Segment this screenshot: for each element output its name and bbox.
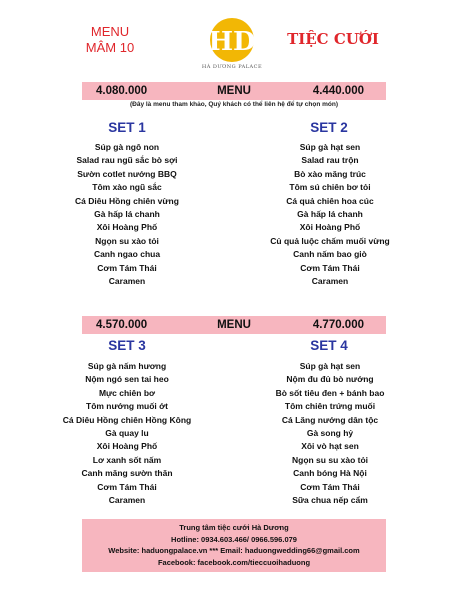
tray-size-label: MÂM 10 [85,40,135,55]
dish-item: Súp gà ngô non [94,142,160,152]
dish-item: Sữa chua nếp cẩm [292,495,368,506]
dish-item: Canh măng sườn thăn [81,468,173,479]
set-1-dish-list [42,141,212,288]
menu-label: MENU [90,24,130,39]
facebook-link: Facebook: facebook.com/tieccuoihaduong [157,557,311,567]
dish-item: Cơm Tám Thái [300,481,360,492]
dish-item: Canh ngao chua [93,249,161,260]
dish-item: Sườn cotlet nướng BBQ [77,168,177,179]
dish-item: Cá Diêu Hồng chiên Hồng Kông [62,414,192,425]
dish-item: Cơm Tám Thái [97,481,157,492]
contact-footer [82,519,386,572]
dish-item: Gà hấp lá chanh [94,209,160,220]
dish-item: Tôm sú chiên bơ tỏi [289,182,371,193]
dish-item: Cá Lăng nướng dân tộc [281,414,379,425]
venue-name: Trung tâm tiệc cưới Hà Dương [179,523,289,532]
price-set-1: 4.080.000 [96,85,148,97]
price-set-2: 4.440.000 [312,85,364,97]
dish-item: Gà song hỷ [306,428,354,439]
hotline: Hotline: 0934.603.466/ 0966.596.079 [171,534,297,544]
dish-item: Gà hấp lá chanh [297,209,363,220]
dish-item: Củ quả luộc chấm muối vừng [270,235,390,246]
svg-text:HD: HD [208,27,256,57]
set-2-title: SET 2 [310,120,348,135]
dish-item: Salad rau trộn [301,155,359,166]
price-set-3: 4.570.000 [96,319,148,331]
set-2-dish-list [245,141,415,288]
price-set-4: 4.770.000 [312,319,364,331]
dish-item: Gà quay lu [105,428,149,439]
header [0,0,464,78]
dish-item: Tôm xào ngũ sắc [92,182,162,193]
dish-item: Lơ xanh sốt nấm [92,454,162,465]
dish-item: Súp gà hạt sen [299,142,361,152]
dish-item: Tôm nướng muối ớt [86,401,168,412]
reference-note: (Đây là menu tham khảo, Quý khách có thể liên hệ để tự chọn món) [129,101,339,108]
dish-item: Súp gà hạt sen [299,361,361,371]
dish-item: Mực chiên bơ [98,387,156,398]
dish-item: Canh bóng Hà Nội [293,468,367,479]
dish-item: Nộm đu đủ bò nướng [286,374,374,385]
set-1-title: SET 1 [108,120,146,135]
dish-item: Ngọn su su xào tỏi [291,454,369,465]
dish-item: Canh nấm bao giò [293,249,367,260]
wedding-title: TIỆC CƯỚI [287,30,379,48]
dish-item: Caramen [108,495,146,506]
dish-item: Xôi Hoàng Phố [96,441,158,452]
dish-item: Cơm Tám Thái [300,262,360,273]
price-bar-menu-label: MENU [217,319,251,331]
dish-item: Salad rau ngũ sắc bò sợi [76,155,178,166]
set-3-dish-list [42,360,212,507]
set-4-title: SET 4 [310,338,348,353]
logo-name: HÀ DƯƠNG PALACE [201,64,263,70]
dish-item: Caramen [108,276,146,287]
dish-item: Xôi Hoàng Phố [96,222,158,233]
dish-item: Bò xào măng trúc [294,168,366,179]
dish-item: Tôm chiên trứng muối [284,401,376,412]
menu-title [60,24,160,56]
dish-item: Xôi vò hạt sen [301,441,359,452]
dish-item: Bò sốt tiêu đen + bánh bao [275,387,385,398]
dish-item: Ngọn su xào tỏi [95,235,159,246]
set-3-title: SET 3 [108,338,146,353]
ha-duong-palace-logo [194,17,270,73]
website-email: Website: haduongpalace.vn *** Email: haduongwedding66@gmail.com [108,546,360,555]
dish-item: Xôi Hoàng Phố [299,222,361,233]
dish-item: Cơm Tám Thái [97,262,157,273]
logo-emblem-icon [194,17,270,65]
dish-item: Caramen [311,276,349,287]
price-bar-bottom [82,316,386,334]
dish-item: Cá Diêu Hồng chiên vừng [75,195,179,206]
set-4-dish-list [245,360,415,507]
price-bar-top [82,82,386,100]
price-bar-menu-label: MENU [217,85,251,97]
dish-item: Cá quả chiên hoa cúc [286,195,374,206]
dish-item: Súp gà nấm hương [87,361,167,371]
dish-item: Nộm ngó sen tai heo [85,374,169,385]
